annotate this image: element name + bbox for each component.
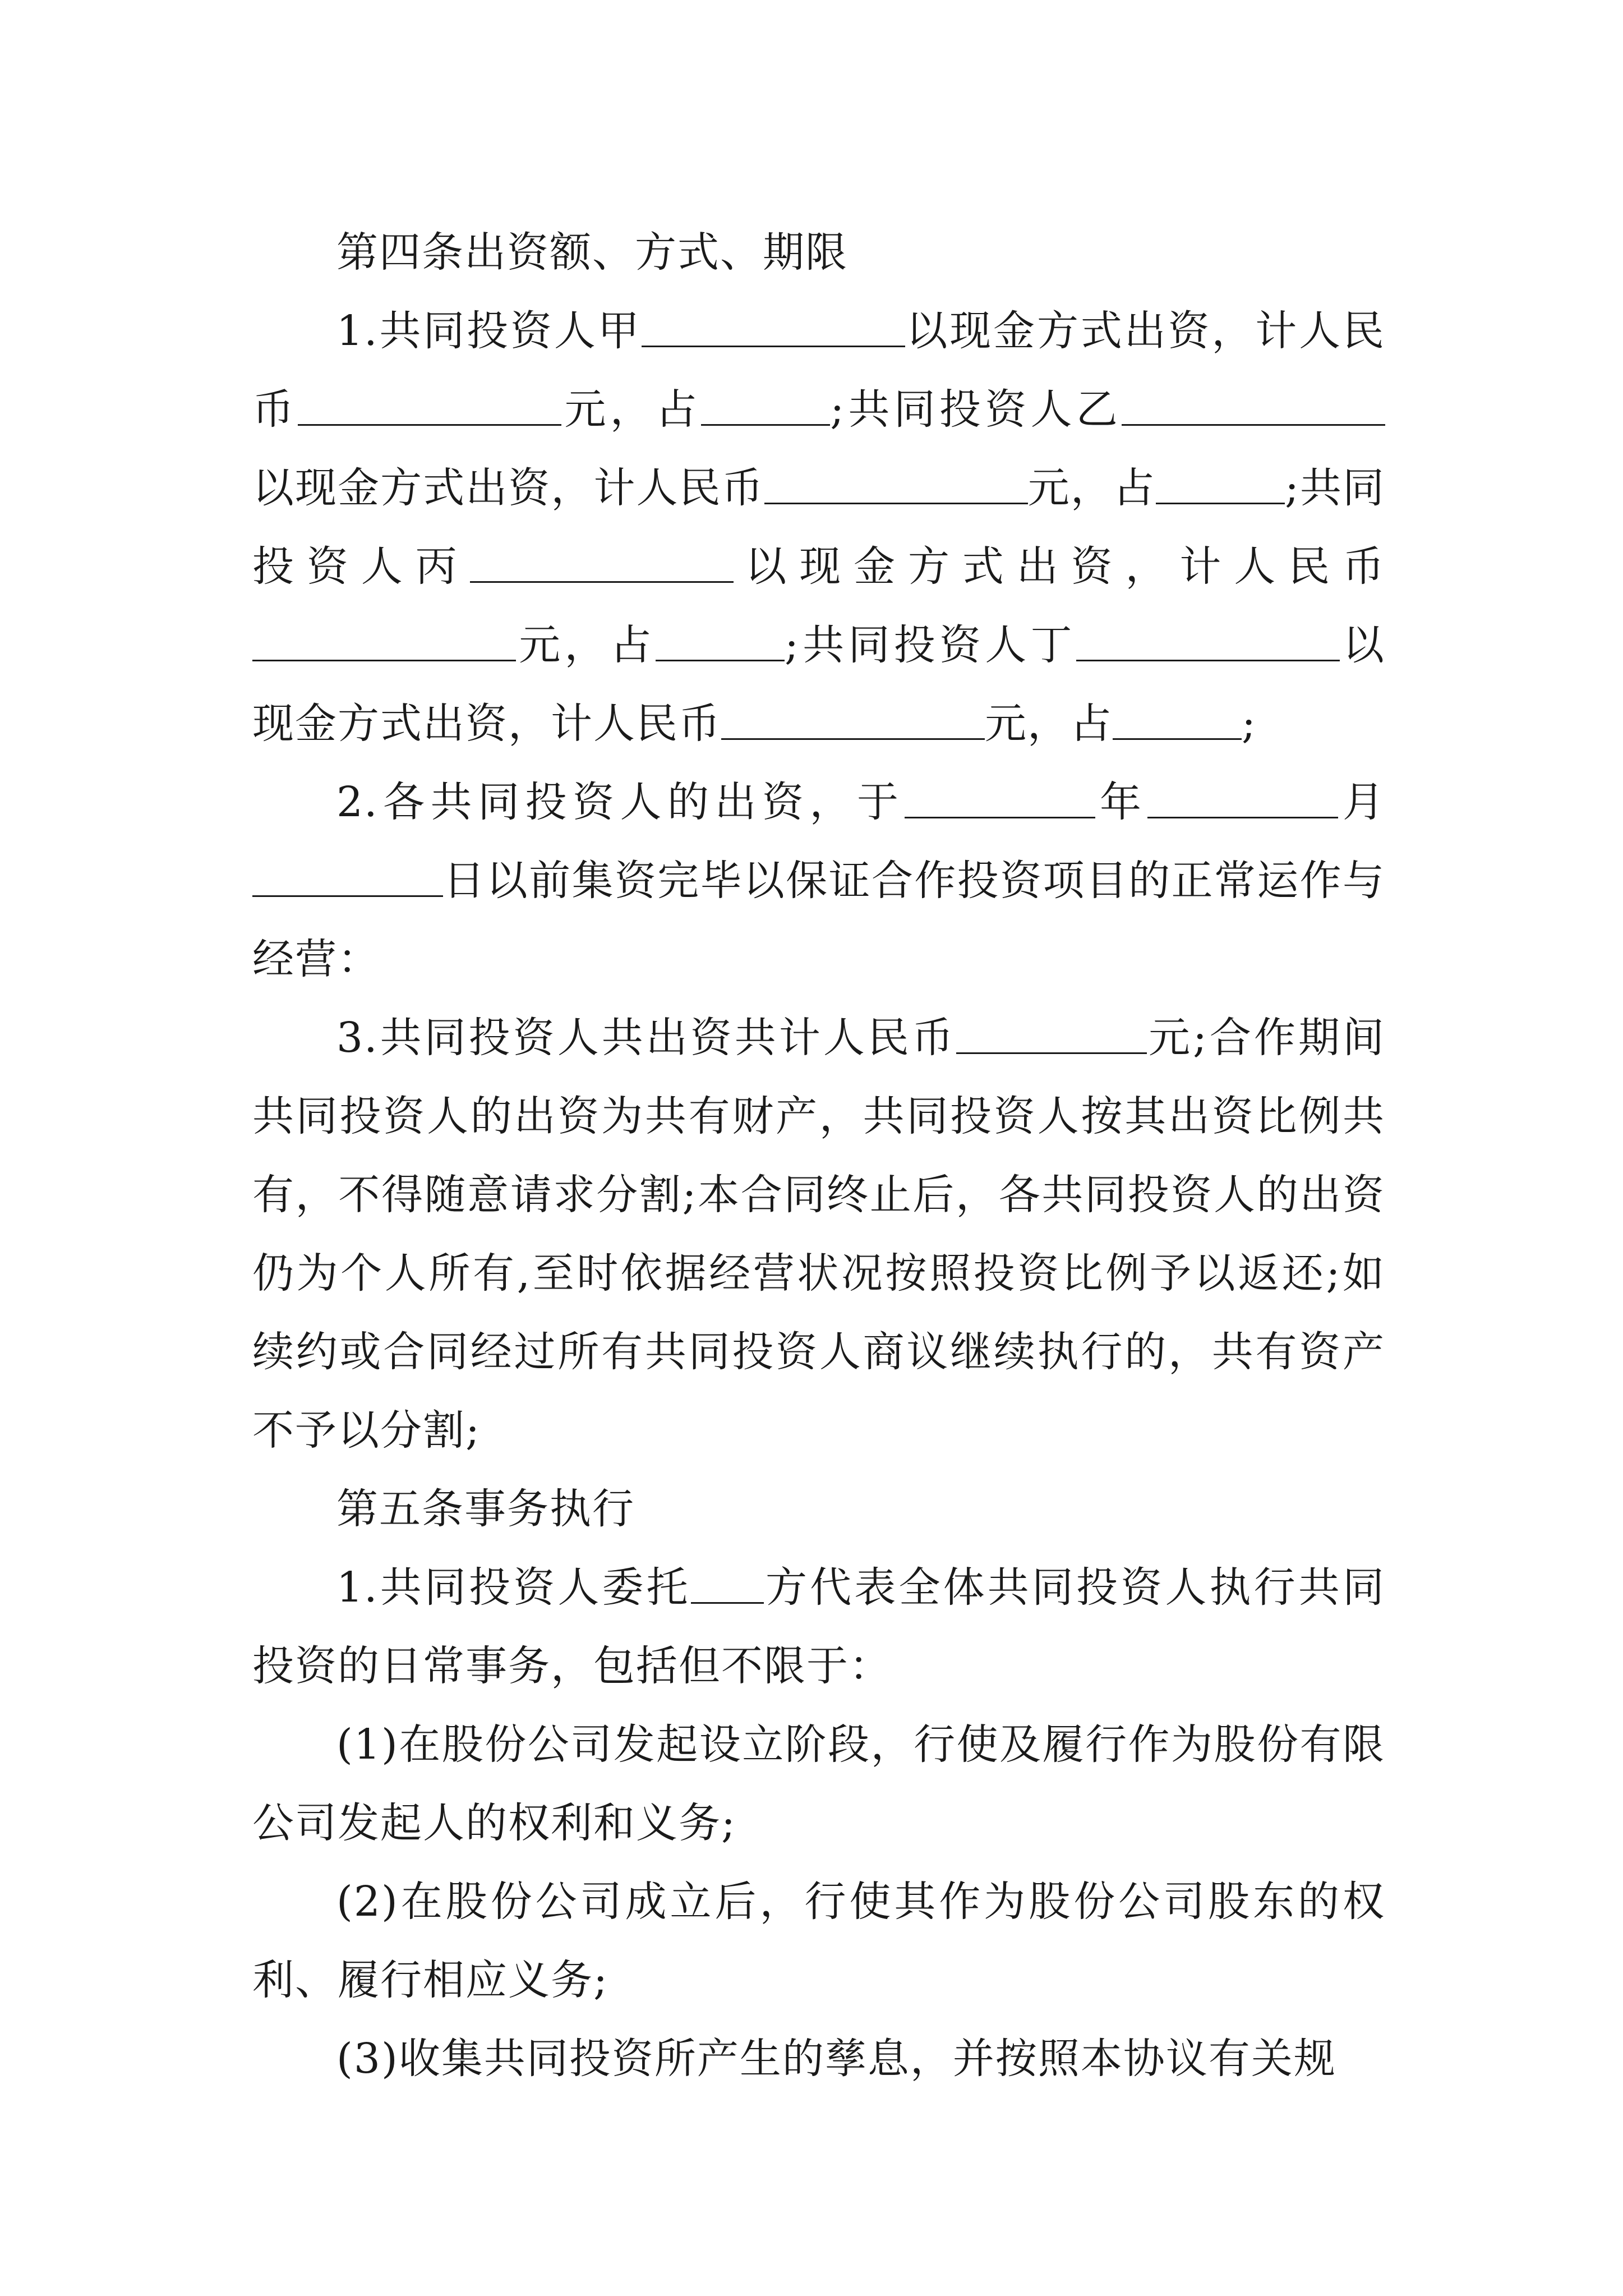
blank-investor-d[interactable]: [1076, 625, 1340, 661]
blank-amount-a[interactable]: [298, 390, 561, 426]
blank-amount-c[interactable]: [252, 625, 516, 661]
blank-investor-a[interactable]: [642, 311, 905, 347]
article-5-clause-1: 1.共同投资人委托 方代表全体共同投资人执行共同投资的日常事务，包括但不限于：: [252, 1563, 1385, 1690]
article-5-item-3: (3)收集共同投资所产生的孳息，并按照本协议有关规: [336, 2035, 1336, 2083]
article-5-item-2: (2)在股份公司成立后，行使其作为股份公司股东的权利、履行相应义务;: [252, 1878, 1385, 2004]
article-4-clause-2: 2.各共同投资人的出资，于 年 月日以前集资完毕以保证合作投资项目的正常运作与经营：: [252, 778, 1386, 983]
blank-month[interactable]: [1147, 783, 1338, 818]
blank-day[interactable]: [252, 861, 443, 897]
blank-share-a[interactable]: [701, 390, 830, 426]
article-5-title: 第五条事务执行: [336, 1485, 635, 1533]
blank-year[interactable]: [905, 783, 1095, 818]
document-body: [252, 213, 1385, 2098]
blank-share-c[interactable]: [656, 625, 785, 661]
blank-share-d[interactable]: [1113, 704, 1242, 740]
blank-delegate-party[interactable]: [691, 1568, 764, 1604]
blank-investor-c[interactable]: [470, 547, 734, 583]
blank-share-b[interactable]: [1156, 468, 1285, 504]
article-4-clause-3: 3.共同投资人共出资共计人民币 元;合作期间共同投资人的出资为共有财产，共同投资人按其出资比例共有，不得随意请求分割;本合同终止后，各共同投资人的出资仍为个人所有,至时依据经营状况按照投资比例予以返还;如续约或合同经过所有共同投资人商议继续执行的，共有资产不予以分割;: [252, 1014, 1385, 1455]
blank-amount-b[interactable]: [764, 468, 1028, 504]
article-5-item-1: (1)在股份公司发起设立阶段，行使及履行作为股份有限公司发起人的权利和义务;: [252, 1720, 1385, 1847]
article-4-title: 第四条出资额、方式、期限: [336, 228, 848, 277]
blank-investor-b[interactable]: [1122, 390, 1385, 426]
blank-total-amount[interactable]: [956, 1018, 1147, 1054]
article-4-clause-1: 1.共同投资人甲 以现金方式出资，计人民币 元，占 ;共同投资人乙以现金方式出资，计人民币 元，占 ;共同投资人丙 以现金方式出资，计人民币元，占 ;共同投资人丁 以现金方式出资，计人民币 元，占 ;: [252, 307, 1386, 748]
blank-amount-d[interactable]: [721, 704, 985, 740]
